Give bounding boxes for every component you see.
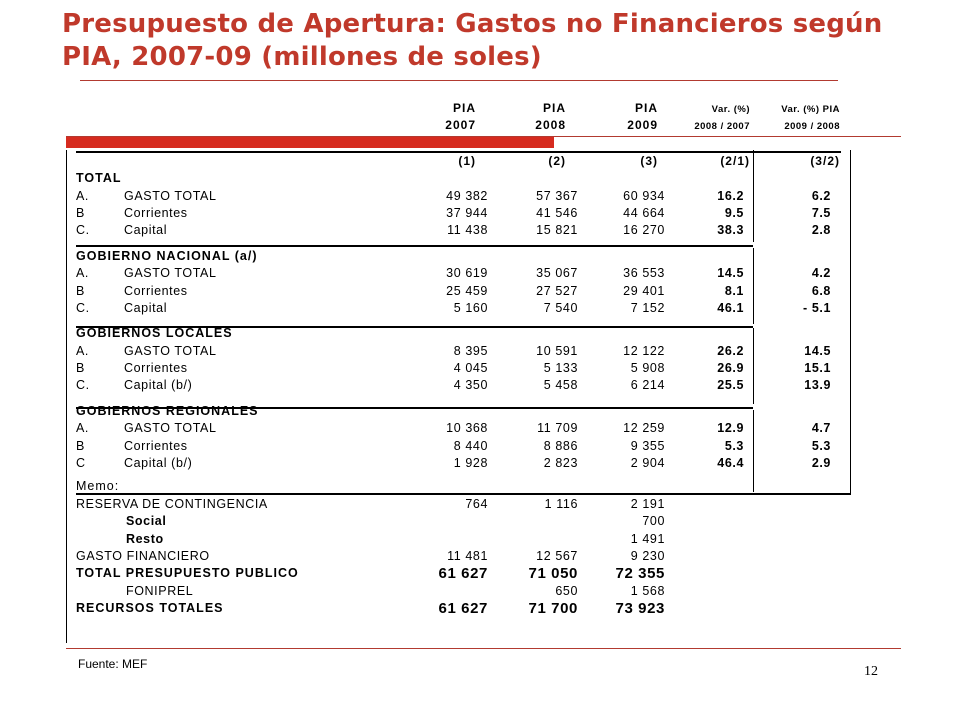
value-2008: 7 540 <box>543 300 578 315</box>
value-2008: 35 067 <box>536 266 578 281</box>
var-2009-2008: 4.7 <box>811 421 831 436</box>
value-2008: 41 546 <box>536 205 578 220</box>
table-row <box>76 377 831 394</box>
colnum-1: (1) <box>458 154 476 168</box>
row-label: FONIPREL <box>126 583 194 598</box>
value-2008: 5 458 <box>543 378 578 393</box>
row-label: GASTO TOTAL <box>124 266 217 281</box>
value-2007: 5 160 <box>453 300 488 315</box>
var-2009-2008: 6.8 <box>811 283 831 298</box>
value-2009: 1 491 <box>630 531 665 546</box>
value-2008 <box>488 513 578 530</box>
row-code: A. <box>76 421 90 436</box>
header-col-4-line2: 2008 / 2007 <box>694 121 750 132</box>
row-label: Resto <box>126 531 164 546</box>
table-row <box>76 222 831 239</box>
var-2008-2007: 46.1 <box>717 300 744 315</box>
value-2007: 8 395 <box>453 343 488 358</box>
value-2008: 57 367 <box>536 188 578 203</box>
value-2007 <box>426 583 488 600</box>
row-code: C <box>76 456 86 471</box>
var-2008-2007: 26.2 <box>717 343 744 358</box>
section-header <box>76 170 831 187</box>
value-2009: 700 <box>642 514 665 529</box>
header-col-3-line2: 2009 <box>627 118 658 132</box>
value-2008: 5 133 <box>543 361 578 376</box>
memo-title: Memo: <box>76 479 120 494</box>
table-left-rule <box>66 150 67 643</box>
row-code: C. <box>76 300 90 315</box>
header-col-5-line1: Var. (%) PIA <box>781 104 840 115</box>
row-code: A. <box>76 343 90 358</box>
bottom-rule <box>66 648 901 649</box>
var-2008-2007: 9.5 <box>724 205 744 220</box>
colnum-2: (2) <box>548 154 566 168</box>
value-2009: 9 230 <box>630 549 665 563</box>
section-title: GOBIERNO NACIONAL (a/) <box>76 248 258 263</box>
table-row <box>76 265 831 282</box>
var-2008-2007: 5.3 <box>724 438 744 453</box>
var-2008-2007: 26.9 <box>717 361 744 376</box>
header-col-5-line2: 2009 / 2008 <box>784 121 840 132</box>
table-row <box>76 205 831 222</box>
header-col-2-line2: 2008 <box>535 118 566 132</box>
table-row <box>76 600 831 617</box>
section-title: TOTAL <box>76 171 122 186</box>
value-2008: 71 050 <box>528 565 578 583</box>
value-2007: 49 382 <box>446 188 488 203</box>
value-2009: 72 355 <box>615 565 665 583</box>
value-2007 <box>426 530 488 547</box>
var-2008-2007: 14.5 <box>717 266 744 281</box>
table-row <box>76 565 831 582</box>
var-2009-2008: 2.8 <box>811 223 831 238</box>
value-2009: 2 191 <box>630 496 665 511</box>
source-note: Fuente: MEF <box>78 657 148 671</box>
value-2008: 8 886 <box>543 438 578 453</box>
value-2009: 44 664 <box>623 205 665 220</box>
value-2007: 61 627 <box>438 600 488 618</box>
colnum-4: (2/1) <box>720 154 750 168</box>
row-label: GASTO FINANCIERO <box>76 549 210 563</box>
table-row <box>76 282 831 299</box>
value-2009: 16 270 <box>623 223 665 238</box>
budget-table <box>76 170 831 617</box>
table-row <box>76 187 831 204</box>
page-title: Presupuesto de Apertura: Gastos no Financieros según PIA, 2007-09 (millones de soles) <box>62 9 883 72</box>
var-2008-2007: 38.3 <box>717 223 744 238</box>
value-2007: 25 459 <box>446 283 488 298</box>
var-2009-2008: 14.5 <box>804 343 831 358</box>
var-2008-2007: 25.5 <box>717 378 744 393</box>
var-2009-2008: - 5.1 <box>802 300 831 315</box>
table-row <box>76 496 831 513</box>
row-label: Social <box>126 514 167 529</box>
row-label: Corrientes <box>124 205 188 220</box>
row-code: B <box>76 283 85 298</box>
var-2009-2008: 7.5 <box>811 205 831 220</box>
value-2008: 10 591 <box>536 343 578 358</box>
row-label: GASTO TOTAL <box>124 343 217 358</box>
value-2007: 4 350 <box>453 378 488 393</box>
value-2009: 1 568 <box>630 583 665 598</box>
colnum-rule <box>76 151 841 153</box>
var-2009-2008: 5.3 <box>811 438 831 453</box>
value-2009: 60 934 <box>623 188 665 203</box>
row-code: C. <box>76 378 90 393</box>
value-2009: 9 355 <box>630 438 665 453</box>
section-title: GOBIERNOS REGIONALES <box>76 403 259 418</box>
section-header <box>76 248 831 265</box>
value-2008: 12 567 <box>536 549 578 563</box>
row-code: A. <box>76 266 90 281</box>
row-label: RECURSOS TOTALES <box>76 601 224 616</box>
value-2009: 73 923 <box>615 600 665 618</box>
colnum-5: (3/2) <box>810 154 840 168</box>
header-col-2-line1: PIA <box>542 101 566 115</box>
row-label: Corrientes <box>124 438 188 453</box>
var-2008-2007: 16.2 <box>717 188 744 203</box>
row-code: B <box>76 438 85 453</box>
value-2009: 7 152 <box>630 300 665 315</box>
var-2009-2008: 6.2 <box>811 188 831 203</box>
value-2008: 27 527 <box>536 283 578 298</box>
value-2008: 71 700 <box>528 600 578 618</box>
header-col-3-line1: PIA <box>634 101 658 115</box>
value-2009: 29 401 <box>623 283 665 298</box>
row-code: B <box>76 361 85 376</box>
row-label: Corrientes <box>124 361 188 376</box>
value-2009: 5 908 <box>630 361 665 376</box>
table-row <box>76 513 831 530</box>
page-number: 12 <box>864 664 878 679</box>
table-row <box>76 530 831 547</box>
header-col-1-line2: 2007 <box>445 118 476 132</box>
row-code: A. <box>76 188 90 203</box>
var-2009-2008: 2.9 <box>811 456 831 471</box>
value-2008: 11 709 <box>537 421 578 436</box>
top-rule <box>80 80 838 81</box>
value-2007: 8 440 <box>453 438 488 453</box>
table-row <box>76 343 831 360</box>
row-label: Capital (b/) <box>124 456 193 471</box>
row-code: B <box>76 205 85 220</box>
section-title: GOBIERNOS LOCALES <box>76 326 233 341</box>
table-row <box>76 300 831 317</box>
table-row <box>76 548 831 565</box>
row-label: GASTO TOTAL <box>124 421 217 436</box>
table-row <box>76 437 831 454</box>
value-2007: 37 944 <box>446 205 488 220</box>
table-row <box>76 583 831 600</box>
value-2007: 30 619 <box>446 266 488 281</box>
value-2007 <box>426 513 488 530</box>
value-2007: 10 368 <box>446 421 488 436</box>
section-header <box>76 403 831 420</box>
var-2009-2008: 13.9 <box>804 378 831 393</box>
row-label: Capital <box>124 223 168 238</box>
row-label: TOTAL PRESUPUESTO PUBLICO <box>76 566 299 581</box>
var-2009-2008: 4.2 <box>811 266 831 281</box>
colnum-3: (3) <box>640 154 658 168</box>
row-code: C. <box>76 223 90 238</box>
header-col-4-line1: Var. (%) <box>711 104 750 115</box>
table-right-rule <box>850 150 851 493</box>
value-2009: 2 904 <box>630 456 665 471</box>
row-label: Capital (b/) <box>124 378 193 393</box>
value-2009: 36 553 <box>623 266 665 281</box>
var-2009-2008: 15.1 <box>804 361 831 376</box>
row-label: Capital <box>124 300 168 315</box>
value-2007: 11 438 <box>447 223 488 238</box>
value-2008: 2 823 <box>543 456 578 471</box>
var-2008-2007: 8.1 <box>724 283 744 298</box>
value-2009: 12 122 <box>623 343 665 358</box>
red-accent-bar <box>66 137 554 148</box>
table-row <box>76 360 831 377</box>
header-col-1-line1: PIA <box>452 101 476 115</box>
row-label: RESERVA DE CONTINGENCIA <box>76 496 268 511</box>
value-2009: 6 214 <box>630 378 665 393</box>
value-2008 <box>488 530 578 547</box>
memo-header <box>76 478 831 495</box>
row-label: GASTO TOTAL <box>124 188 217 203</box>
value-2008: 650 <box>555 583 578 598</box>
value-2007: 1 928 <box>453 456 488 471</box>
row-label: Corrientes <box>124 283 188 298</box>
value-2008: 15 821 <box>536 223 578 238</box>
value-2008: 1 116 <box>544 496 578 511</box>
value-2007: 11 481 <box>447 549 488 563</box>
table-row <box>76 420 831 437</box>
var-2008-2007: 46.4 <box>717 456 744 471</box>
section-header <box>76 325 831 342</box>
value-2007: 4 045 <box>453 361 488 376</box>
value-2007: 764 <box>465 496 488 511</box>
table-row <box>76 455 831 472</box>
value-2009: 12 259 <box>623 421 665 436</box>
var-2008-2007: 12.9 <box>717 421 744 436</box>
value-2007: 61 627 <box>438 565 488 583</box>
